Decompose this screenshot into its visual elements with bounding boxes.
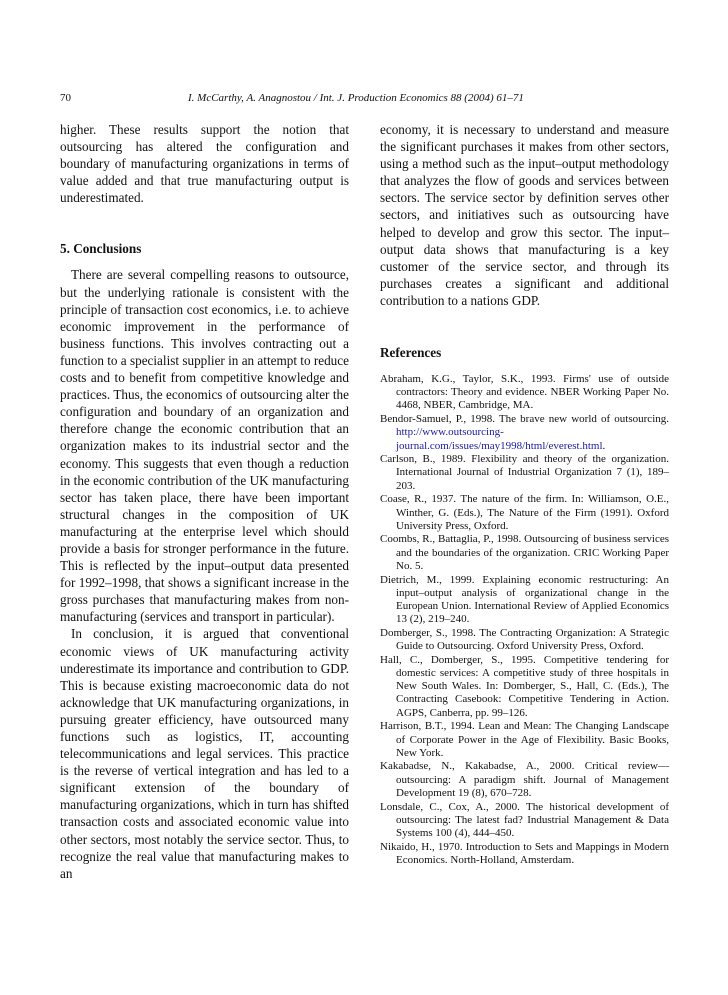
reference-item: Lonsdale, C., Cox, A., 2000. The historical development of outsourcing: The latest fad? Industrial Management & Data Systems 100 (4), 444–450. <box>380 800 669 839</box>
section-heading-conclusions: 5. Conclusions <box>60 241 142 257</box>
reference-item: Dietrich, M., 1999. Explaining economic restructuring: An input–output analysis of organizational change in the European Union. International Review of Applied Economics 13 (2), 219–240. <box>380 573 669 626</box>
right-column <box>380 121 669 868</box>
reference-item: Abraham, K.G., Taylor, S.K., 1993. Firms' use of outside contractors: Theory and evidence. NBER Working Paper No. 4468, NBER, Cambridge, MA. <box>380 373 669 412</box>
reference-item: Bendor-Samuel, P., 1998. The brave new world of outsourcing. http://www.outsourcing-journal.com/issues/may1998/html/everest.html. <box>380 413 669 452</box>
left-column <box>60 121 349 882</box>
reference-item: Carlson, B., 1989. Flexibility and theory of the organization. International Journal of Industrial Organization 7 (1), 189–203. <box>380 453 669 492</box>
reference-list <box>380 373 669 867</box>
page-number: 70 <box>60 92 71 104</box>
reference-item: Kakabadse, N., Kakabadse, A., 2000. Critical review—outsourcing: A paradigm shift. Journal of Management Development 19 (8), 670–728. <box>380 760 669 799</box>
continued-paragraph: economy, it is necessary to understand and measure the significant purchases it makes from other sectors, using a method such as the input–output methodology that analyzes the flow of goods and services between sectors. The service sector by definition serves other sectors, and initiatives such as outsourcing have helped to develop and grow this sector. The input–output data shows that manufacturing is a key customer of the service sector, and through its purchases creates a significant and additional contribution to a nations GDP. <box>380 122 669 308</box>
references-heading: References <box>380 345 442 361</box>
conclusions-paragraph-1: There are several compelling reasons to outsource, but the underlying rationale is consistent with the principle of transaction cost economics, i.e. to achieve economic improvement in the performance of business functions. This involves contracting out a function to a specialist supplier in an attempt to reduce costs and to benefit from competitive knowledge and practices. Thus, the economics of outsourcing alter the configuration and boundary of an organization and therefore change the economic contribution that an organization makes to its industrial sector and the economy. This suggests that even though a reduction in the economic contribution of the UK manufacturing sector has taken place, there have been important structural changes in the composition of UK manufacturing at the enterprise level which should provide a basis for stronger performance in the future. This is reflected by the input–output data presented for 1992–1998, that shows a significant increase in the gross purchases that manufacturing makes from non-manufacturing (services and transport in particular). <box>60 267 349 625</box>
reference-item: Coombs, R., Battaglia, P., 1998. Outsourcing of business services and the boundaries of the organization. CRIC Working Paper No. 5. <box>380 533 669 572</box>
reference-item: Hall, C., Domberger, S., 1995. Competitive tendering for domestic services: A competitive study of three hospitals in New South Wales. In: Domberger, S., Hall, C. (Eds.), The Contracting Casebook: Competitive Tendering in Action. AGPS, Canberra, pp. 99–126. <box>380 653 669 719</box>
reference-item: Nikaido, H., 1970. Introduction to Sets and Mappings in Modern Economics. North-Holland, Amsterdam. <box>380 840 669 866</box>
conclusions-paragraph-2: In conclusion, it is argued that conventional economic views of UK manufacturing activity underestimate its importance and contribution to GDP. This is because existing macroeconomic data do not acknowledge that UK manufacturing organizations, in pursuing greater efficiency, have outsourced many functions such as logistics, IT, accounting telecommunications and legal services. This practice is the reverse of vertical integration and has led to a significant extension of the boundary of manufacturing organizations, which in turn has shifted transaction costs and associated economic value into other sectors, most notably the service sector. Thus, to recognize the real value that manufacturing makes to an <box>60 626 349 881</box>
reference-item: Harrison, B.T., 1994. Lean and Mean: The Changing Landscape of Corporate Power in the Age of Flexibility. Basic Books, New York. <box>380 720 669 759</box>
reference-link[interactable]: http://www.outsourcing-journal.com/issues/may1998/html/everest.html <box>396 426 603 452</box>
reference-item: Coase, R., 1937. The nature of the firm. In: Williamson, O.E., Winther, G. (Eds.), The Nature of the Firm (1991). Oxford University Press, Oxford. <box>380 493 669 532</box>
intro-paragraph: higher. These results support the notion that outsourcing has altered the configuration and boundary of manufacturing organizations in terms of value added and that true manufacturing output is underestimated. <box>60 122 349 206</box>
reference-item: Domberger, S., 1998. The Contracting Organization: A Strategic Guide to Outsourcing. Oxford University Press, Oxford. <box>380 626 669 653</box>
running-title: I. McCarthy, A. Anagnostou / Int. J. Production Economics 88 (2004) 61–71 <box>188 92 524 104</box>
